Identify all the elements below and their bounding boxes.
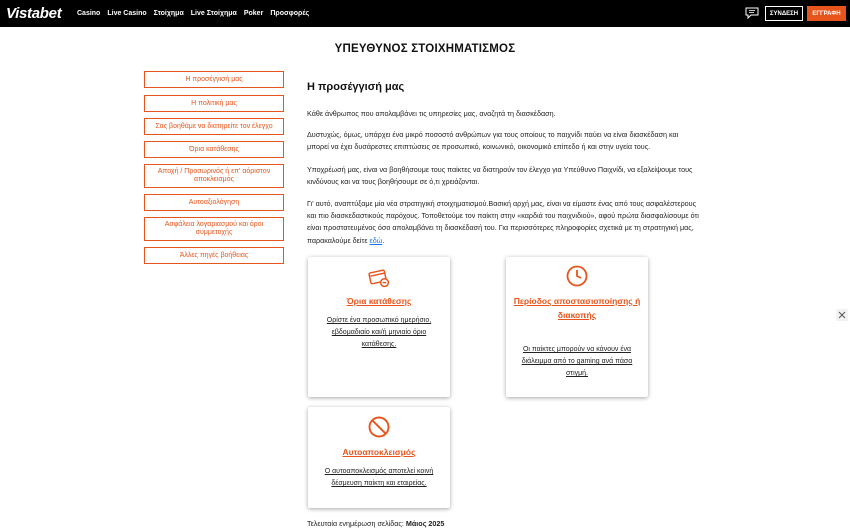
sidebar-item-other-help[interactable]: Άλλες πηγές βοήθειας [144,247,284,264]
nav-live-casino[interactable]: Live Casino [107,10,147,17]
sidebar-item-policy[interactable]: Η πολιτική μας [144,95,284,112]
credit-card-icon [308,267,450,289]
logo-text: Vistabet [6,5,62,22]
paragraph-3: Υποχρέωσή μας, είναι να βοηθήσουμε τους παίκτες να διατηρούν τον έλεγχο για Υπεύθυνο Παιχνίδι, να εξαλείψουμε τους κινδύνους και να τους βοηθήσουμε σε ό,τι χρειάζονται. [307,165,693,187]
card-description[interactable]: Ορίστε ένα προσωπικό ημερήσιο, εβδομαδιαίο και/ή μηνιαίο όριο κατάθεσης. [326,317,432,348]
sidebar-item-account-security[interactable]: Ασφάλεια λογαριασμού και όροι συμμετοχής [144,217,284,241]
card-deposit-limits[interactable] [308,257,450,397]
paragraph-4-end: . [382,235,385,245]
vistabet-logo[interactable] [6,4,61,23]
card-description[interactable]: Οι παίκτες μπορούν να κάνουν ένα διάλειμμα από το gaming ανά πάσα στιγμή. [521,346,633,377]
login-button[interactable]: ΣΥΝΔΕΣΗ [765,6,803,21]
chat-icon[interactable] [745,7,759,19]
paragraph-4-text: Γι' αυτό, αναπτύξαμε μία νέα στρατηγική στοιχηματισμού.Βασική αρχή μας, είναι να είμαστε ένας από τους ασφαλέστερους και πιο διασκεδαστικούς παρόχους. Τοποθετούμε τον παίκτη στην «καρδιά του παιχνιδιού», αφού πρώτα διασφαλίσουμε ότι είναι προστατευμένος όσο απολαμβάνει τη διασκέδασή του. Για περισσότερες πληροφορίες σχετικά με τη στρατηγική μας, παρακαλούμε δείτε [307,199,699,245]
paragraph-1: Κάθε άνθρωπος που απολαμβάνει τις υπηρεσίες μας, αναζητά τη διασκέδαση. [307,109,556,118]
nav-poker[interactable]: Poker [243,10,264,17]
clock-icon [506,264,648,288]
card-break-period[interactable] [506,257,648,397]
card-description[interactable]: Ο αυτοαποκλεισμός αποτελεί κοινή δέσμευση παίκτη και εταιρείας. [324,468,434,487]
main-nav [77,0,316,27]
sidebar-item-deposit-limits[interactable]: Όρια κατάθεσης [144,141,284,158]
nav-casino[interactable]: Casino [77,10,101,17]
sidebar-item-control[interactable]: Σας βοηθάμε να διατηρείτε τον έλεγχο [144,118,284,135]
paragraph-2: Δυστυχώς, όμως, υπάρχει ένα μικρό ποσοστό ανθρώπων για τους οποίους το παιχνίδι παύει να είναι διασκέδαση και μπορεί να έχει δυσάρεστες επιπτώσεις σε προσωπικό, κοινωνικό, οικονομικό επίπεδο ή και στην υγεία τους. [307,130,679,152]
prohibited-icon [308,415,450,439]
close-icon[interactable] [836,309,848,321]
nav-sports[interactable]: Στοίχημα [153,10,184,17]
sidebar-item-exclusion[interactable]: Αποχή / Προσωρινός ή επ' αόριστον αποκλεισμός [144,164,284,188]
nav-live-sports[interactable]: Live Στοίχημα [190,10,237,17]
sidebar-item-self-assessment[interactable]: Αυτοαξιολόγηση [144,194,284,211]
nav-promotions[interactable]: Προσφορές [270,10,310,17]
card-title[interactable]: Αυτοαποκλεισμός [342,447,416,457]
top-navigation-bar [0,0,850,27]
paragraph-4 [307,198,702,247]
register-button[interactable]: ΕΓΓΡΑΦΗ [807,6,846,21]
last-updated-label: Τελευταία ενημέρωση σελίδας: [307,519,404,528]
sidebar-item-approach[interactable]: Η προσέγγισή μας [144,71,284,88]
page-title: ΥΠΕΥΘΥΝΟΣ ΣΤΟΙΧΗΜΑΤΙΣΜΟΣ [334,43,516,55]
last-updated [307,519,444,528]
card-title[interactable]: Περίοδος αποστασιοποίησης ή διακοπής [513,296,641,320]
section-heading: Η προσέγγισή μας [307,81,405,93]
strategy-link[interactable]: εδώ [369,235,383,245]
last-updated-value: Μάιος 2025 [405,519,445,528]
card-title[interactable]: Όρια κατάθεσης [346,296,412,306]
card-self-exclusion[interactable] [308,407,450,508]
